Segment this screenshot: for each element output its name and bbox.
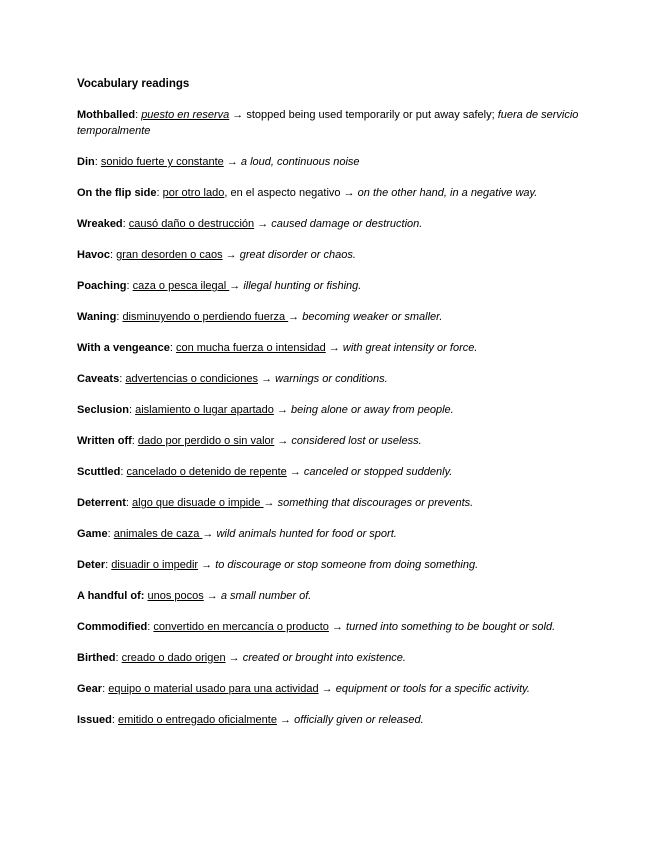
english-definition: caused damage or destruction.	[271, 218, 423, 230]
vocab-entry-seclusion	[77, 402, 585, 418]
english-definition: turned into something to be bought or sold.	[346, 621, 556, 633]
term-separator: :	[125, 497, 133, 509]
arrow: →	[229, 280, 244, 292]
vocab-term: Deterrent	[77, 497, 126, 509]
spanish-definition: causó daño o destrucción	[128, 218, 255, 230]
arrow: →	[328, 621, 347, 633]
term-separator: :	[111, 714, 118, 726]
arrow: →	[273, 404, 292, 416]
vocab-entry-birthed	[77, 650, 585, 666]
term-separator: :	[156, 187, 163, 199]
term-separator: :	[169, 342, 176, 354]
arrow: →	[225, 652, 243, 664]
spanish-definition: dado por perdido o sin valor	[137, 435, 275, 447]
vocab-term: Mothballed	[77, 109, 136, 121]
spanish-definition: caza o pesca ilegal	[132, 280, 230, 292]
document-title: Vocabulary readings	[77, 78, 190, 90]
vocab-term: Scuttled	[77, 466, 121, 478]
term-separator: :	[122, 218, 129, 230]
arrow: →	[325, 342, 343, 354]
arrow: →	[223, 156, 241, 168]
vocab-entry-wreaked	[77, 216, 585, 232]
arrow: →	[229, 109, 247, 121]
english-definition: wild animals hunted for food or sport.	[216, 528, 397, 540]
english-definition: officially given or released.	[294, 714, 424, 726]
vocab-entry-a-handful-of	[77, 588, 585, 604]
arrow: →	[254, 218, 272, 230]
vocab-term: Birthed	[77, 652, 116, 664]
term-separator: :	[94, 156, 101, 168]
spanish-definition: sonido fuerte y constante	[100, 156, 224, 168]
vocab-entry-game	[77, 526, 585, 542]
vocab-entry-scuttled	[77, 464, 585, 480]
term-separator: :	[147, 621, 154, 633]
vocab-entry-commodified	[77, 619, 585, 635]
vocab-entry-waning	[77, 309, 585, 325]
vocab-term: Waning	[77, 311, 117, 323]
arrow: →	[203, 590, 221, 602]
term-separator: :	[119, 373, 126, 385]
spanish-definition: emitido o entregado oficialmente	[117, 714, 277, 726]
spanish-definition: por otro lado	[162, 187, 225, 199]
english-definition: with great intensity or force.	[342, 342, 478, 354]
vocab-term: Commodified	[77, 621, 148, 633]
vocab-term: Game	[77, 528, 108, 540]
vocab-entry-din	[77, 154, 585, 170]
spanish-definition: creado o dado origen	[121, 652, 226, 664]
spanish-continuation: , en el aspecto negativo	[224, 187, 341, 199]
vocab-entry-poaching	[77, 278, 585, 294]
spanish-definition: advertencias o condiciones	[125, 373, 259, 385]
spanish-definition: algo que disuade o impide	[132, 497, 264, 509]
term-separator: :	[105, 559, 112, 571]
vocab-entry-deter	[77, 557, 585, 573]
spanish-definition: con mucha fuerza o intensidad	[175, 342, 326, 354]
spanish-definition: disminuyendo o perdiendo fuerza	[122, 311, 289, 323]
vocab-term: On the flip side	[77, 187, 157, 199]
term-separator: :	[126, 280, 133, 292]
vocab-entry-issued	[77, 712, 585, 728]
english-definition: equipment or tools for a specific activity.	[335, 683, 530, 695]
spanish-definition: gran desorden o caos	[116, 249, 223, 261]
vocab-term: Poaching	[77, 280, 127, 292]
arrow: →	[274, 435, 292, 447]
arrow: →	[202, 528, 217, 540]
arrow: →	[340, 187, 358, 199]
vocab-entry-havoc	[77, 247, 585, 263]
english-definition: something that discourages or prevents.	[277, 497, 474, 509]
spanish-definition: equipo o material usado para una actividad	[108, 683, 319, 695]
term-separator: :	[110, 249, 117, 261]
english-definition: great disorder or chaos.	[239, 249, 356, 261]
term-separator: :	[102, 683, 109, 695]
arrow: →	[222, 249, 240, 261]
vocab-entry-with-a-vengeance	[77, 340, 585, 356]
arrow: →	[288, 311, 303, 323]
vocab-entry-deterrent	[77, 495, 585, 511]
english-definition: a loud, continuous noise	[240, 156, 360, 168]
term-separator: :	[116, 311, 123, 323]
vocab-term: With a vengeance	[77, 342, 170, 354]
english-definition: created or brought into existence.	[242, 652, 406, 664]
arrow: →	[276, 714, 295, 726]
spanish-definition: animales de caza	[113, 528, 203, 540]
english-definition: on the other hand, in a negative way.	[357, 187, 538, 199]
vocab-term: Issued	[77, 714, 112, 726]
arrow: →	[318, 683, 336, 695]
spanish-definition: puesto en reserva	[141, 109, 230, 121]
arrow: →	[263, 497, 278, 509]
vocab-term: Havoc	[77, 249, 111, 261]
arrow: →	[258, 373, 276, 385]
term-separator: :	[115, 652, 122, 664]
term-separator: :	[107, 528, 114, 540]
vocab-term: Caveats	[77, 373, 120, 385]
vocab-term: Gear	[77, 683, 103, 695]
vocab-entry-on-the-flip-side	[77, 185, 585, 201]
english-definition: stopped being used temporarily or put away safely;	[246, 109, 495, 121]
english-definition: a small number of.	[220, 590, 312, 602]
vocab-term: Din	[77, 156, 95, 168]
english-definition: illegal hunting or fishing.	[243, 280, 362, 292]
term-separator: :	[120, 466, 127, 478]
term-separator: :	[135, 109, 142, 121]
english-definition: being alone or away from people.	[291, 404, 454, 416]
arrow: →	[198, 559, 216, 571]
english-definition: warnings or conditions.	[275, 373, 388, 385]
spanish-definition: unos pocos	[147, 590, 204, 602]
vocab-entry-written-off	[77, 433, 585, 449]
spanish-definition: aislamiento o lugar apartado	[135, 404, 274, 416]
vocab-term: Deter	[77, 559, 106, 571]
spanish-definition: cancelado o detenido de repente	[126, 466, 287, 478]
english-definition: considered lost or useless.	[291, 435, 422, 447]
arrow: →	[286, 466, 304, 478]
spanish-definition: convertido en mercancía o producto	[153, 621, 329, 633]
spanish-note: fuera de servicio temporalmente	[77, 109, 579, 137]
term-separator: :	[131, 435, 138, 447]
spanish-definition: disuadir o impedir	[111, 559, 199, 571]
vocab-entry-gear	[77, 681, 585, 697]
term-separator: :	[128, 404, 136, 416]
vocab-term: A handful of:	[77, 590, 145, 602]
vocab-term: Wreaked	[77, 218, 123, 230]
vocab-entry-mothballed	[77, 107, 585, 139]
english-definition: to discourage or stop someone from doing something.	[215, 559, 479, 571]
vocab-entry-caveats	[77, 371, 585, 387]
english-definition: canceled or stopped suddenly.	[303, 466, 453, 478]
vocab-term: Seclusion	[77, 404, 129, 416]
vocab-term: Written off	[77, 435, 132, 447]
english-definition: becoming weaker or smaller.	[302, 311, 443, 323]
